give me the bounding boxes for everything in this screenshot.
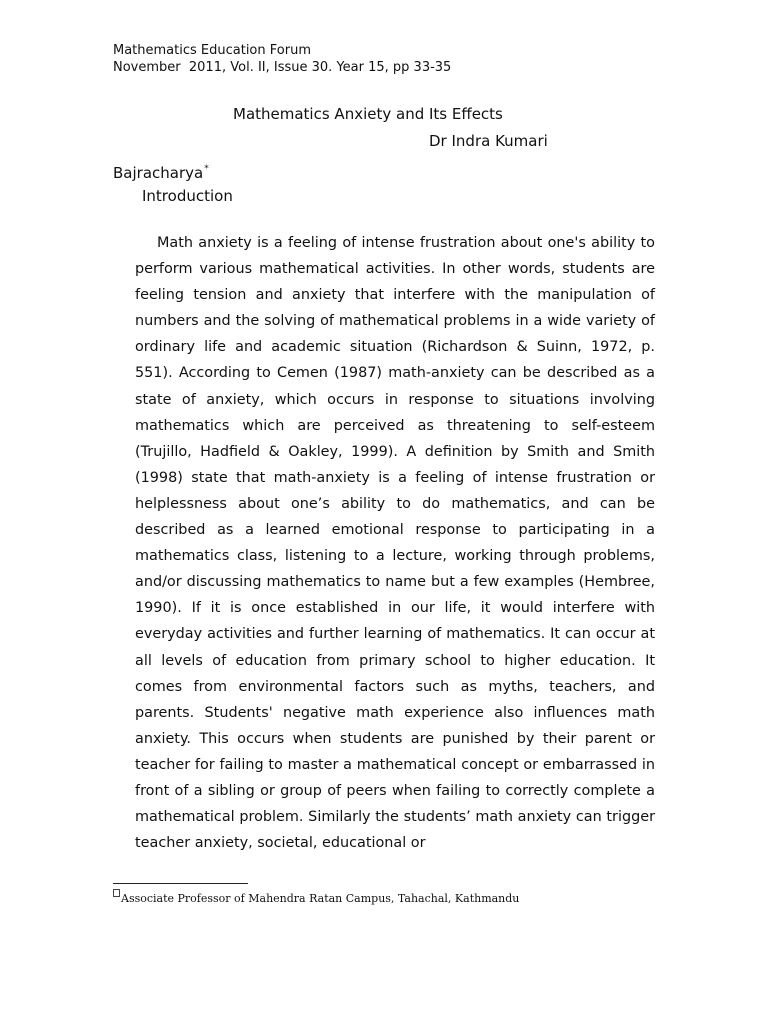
- journal-header: [113, 42, 451, 76]
- section-heading: Introduction: [142, 187, 233, 205]
- footnote-divider: [113, 883, 248, 884]
- journal-name: Mathematics Education Forum: [113, 43, 311, 58]
- footnote: [113, 889, 519, 906]
- author-name-line-2: [113, 159, 209, 183]
- article-title: Mathematics Anxiety and Its Effects: [233, 105, 503, 123]
- author-surname: Bajracharya: [113, 164, 204, 182]
- author-footnote-mark: *: [204, 164, 209, 174]
- journal-issue-line: November 2011, Vol. II, Issue 30. Year 15, pp 33-35: [113, 60, 452, 75]
- body-paragraph: Math anxiety is a feeling of intense frustration about one's ability to perform various mathematical activities. In other words, students are feeling tension and anxiety that interfere with the manipulation of numbers and the solving of mathematical problems in a wide variety of ordinary life and academic situation (Richardson & Suinn, 1972, p. 551). According to Cemen (1987) math-anxiety can be described as a state of anxiety, which occurs in response to situations involving mathematics which are perceived as threatening to self-esteem (Trujillo, Hadfield & Oakley, 1999). A definition by Smith and Smith (1998) state that math-anxiety is a feeling of intense frustration or helplessness about one’s ability to do mathematics, and can be described as a learned emotional response to participating in a mathematics class, listening to a lecture, working through problems, and/or discussing mathematics to name but a few examples (Hembree, 1990). If it is once established in our life, it would interfere with everyday activities and further learning of mathematics. It can occur at all levels of education from primary school to higher education. It comes from environmental factors such as myths, teachers, and parents. Students' negative math experience also influences math anxiety. This occurs when students are punished by their parent or teacher for failing to master a mathematical concept or embarrassed in front of a sibling or group of peers when failing to correctly complete a mathematical problem. Similarly the students’ math anxiety can trigger teacher anxiety, societal, educational or: [135, 235, 655, 852]
- footnote-marker-icon: [113, 889, 120, 897]
- footnote-text: Associate Professor of Mahendra Ratan Campus, Tahachal, Kathmandu: [121, 892, 520, 905]
- author-name-line-1: Dr Indra Kumari: [429, 132, 548, 150]
